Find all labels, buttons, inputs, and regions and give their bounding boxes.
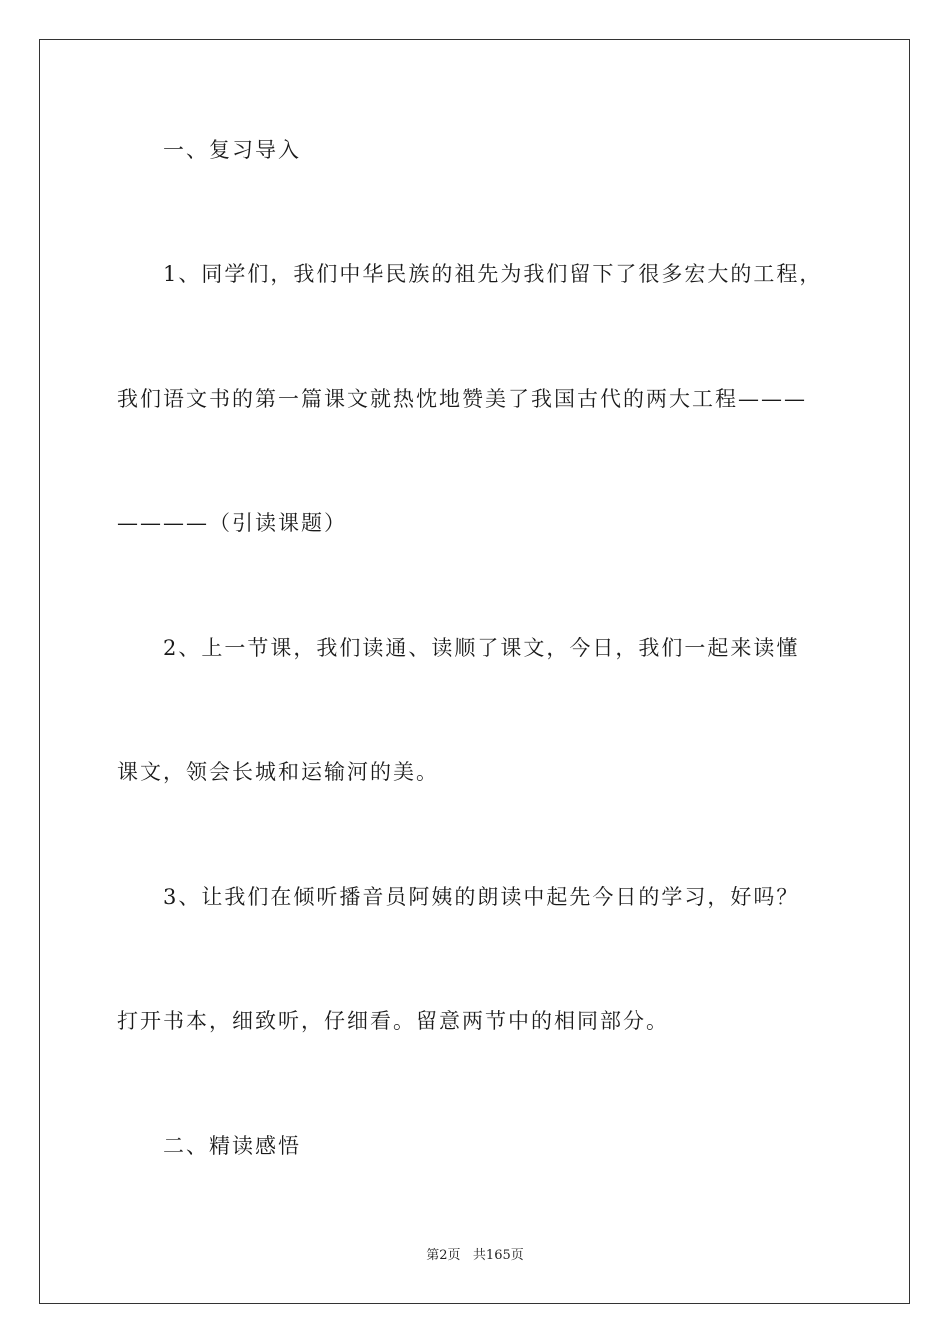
paragraph-line: 2、上一节课，我们读通、读顺了课文，今日，我们一起来读懂 bbox=[163, 636, 800, 660]
page-frame bbox=[39, 39, 910, 1304]
paragraph-line: 我们语文书的第一篇课文就热忱地赞美了我国古代的两大工程——— bbox=[117, 387, 807, 411]
paragraph-line: 3、让我们在倾听播音员阿姨的朗读中起先今日的学习，好吗？ bbox=[163, 885, 800, 909]
paragraph-line: ————（引读课题） bbox=[117, 511, 347, 535]
page-number-footer: 第2页 共165页 bbox=[426, 1248, 524, 1263]
section-heading-close-reading: 二、精读感悟 bbox=[163, 1134, 301, 1158]
section-heading-review: 一、复习导入 bbox=[163, 138, 301, 162]
paragraph-line: 打开书本，细致听，仔细看。留意两节中的相同部分。 bbox=[117, 1009, 669, 1033]
paragraph-line: 1、同学们，我们中华民族的祖先为我们留下了很多宏大的工程， bbox=[163, 262, 823, 286]
paragraph-line: 课文，领会长城和运输河的美。 bbox=[117, 760, 439, 784]
